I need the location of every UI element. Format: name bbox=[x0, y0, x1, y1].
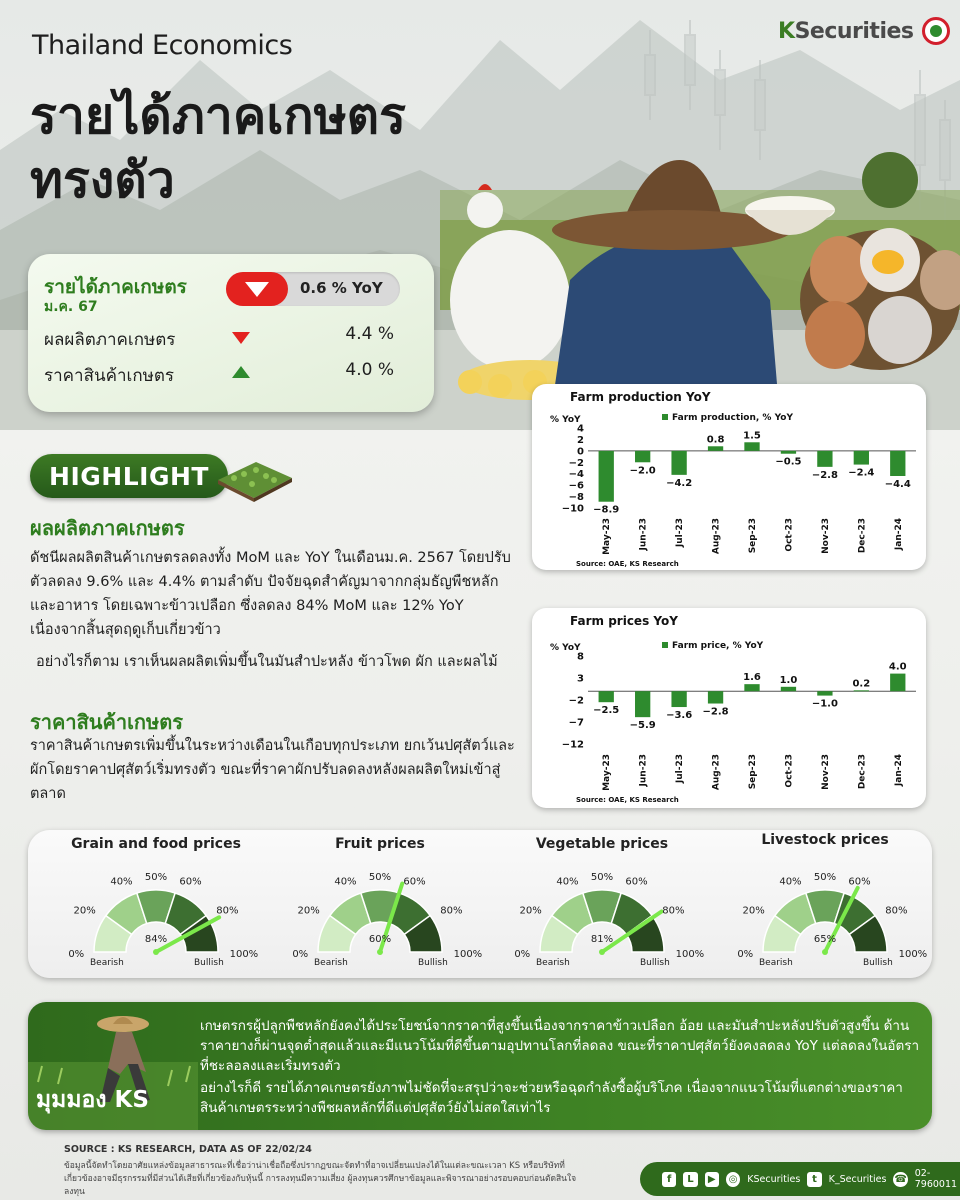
farm-income-card bbox=[28, 254, 434, 412]
bullish-label: Bullish bbox=[418, 958, 448, 968]
gauge-needle-hub bbox=[153, 949, 159, 955]
data-label: −2.8 bbox=[811, 469, 838, 481]
data-label: 0.2 bbox=[852, 678, 871, 690]
gauge-needle-hub bbox=[599, 949, 605, 955]
source-note: SOURCE : KS RESEARCH, DATA AS OF 22/02/24 bbox=[64, 1144, 312, 1155]
production-paragraph-2: อย่างไรก็ตาม เราเห็นผลผลิตเพิ่มขึ้นในมันสำปะหลัง ข้าวโพด ผัก และผลไม้ bbox=[36, 654, 498, 670]
y-tick-label: −4 bbox=[568, 469, 584, 481]
gauge-title: Vegetable prices bbox=[535, 836, 669, 852]
chart-title: Farm prices YoY bbox=[570, 614, 678, 628]
data-label: −2.4 bbox=[848, 467, 875, 479]
data-label: 0.8 bbox=[706, 434, 725, 446]
x-tick-label: Nov-23 bbox=[820, 518, 831, 554]
farm-plot-icon bbox=[214, 456, 294, 502]
x-tick-label: May-23 bbox=[602, 754, 613, 791]
production-label: ผลผลิตภาคเกษตร bbox=[44, 330, 176, 350]
bar bbox=[854, 690, 869, 691]
gauge-tick-label: 20% bbox=[519, 905, 542, 917]
y-tick-label: −2 bbox=[568, 457, 584, 469]
y-tick-label: 2 bbox=[577, 434, 584, 446]
up-triangle-icon bbox=[232, 366, 250, 378]
ks-view-paragraph-2: อย่างไรก็ดี รายได้ภาคเกษตรยังภาพไม่ชัดที่จะสรุปว่าจะช่วยหรือฉุดกำลังซื้อผู้บริโภค เนื่องจากแนวโน้มที่แตกต่างของราคาสินค้าเกษตรระหว่างพืชผลหลักที่ดีแต่ปศุสัตว์ยังไม่สดใสเท่าไร bbox=[200, 1080, 903, 1116]
legend-label: Farm production, % YoY bbox=[672, 413, 793, 423]
data-label: −4.4 bbox=[884, 479, 911, 490]
twitter-icon[interactable]: t bbox=[807, 1172, 821, 1187]
price-label: ราคาสินค้าเกษตร bbox=[44, 366, 174, 386]
farmer-photo bbox=[440, 150, 960, 420]
bar bbox=[781, 451, 796, 454]
bar bbox=[744, 442, 759, 451]
bar bbox=[671, 691, 686, 707]
x-tick-label: Aug-23 bbox=[711, 754, 722, 791]
chart-source: Source: OAE, KS Research bbox=[576, 796, 679, 804]
facebook-icon[interactable]: f bbox=[662, 1172, 676, 1187]
down-triangle-icon bbox=[232, 332, 250, 344]
data-label: −1.0 bbox=[811, 698, 838, 710]
gauge-tick-label: 40% bbox=[110, 876, 133, 888]
gauge-needle-hub bbox=[377, 949, 383, 955]
data-label: −2.5 bbox=[593, 705, 620, 717]
phone-icon: ☎ bbox=[894, 1173, 907, 1185]
instagram-icon[interactable]: ◎ bbox=[726, 1172, 740, 1187]
bar bbox=[635, 451, 650, 462]
data-label: −3.6 bbox=[666, 710, 693, 722]
gauge-value: 81% bbox=[590, 934, 614, 945]
price-heading: ราคาสินค้าเกษตร bbox=[30, 710, 183, 734]
x-tick-label: Jan-24 bbox=[893, 518, 904, 551]
gauge-tick-label: 50% bbox=[590, 872, 614, 883]
bearish-label: Bearish bbox=[536, 958, 570, 968]
bearish-label: Bearish bbox=[759, 958, 793, 968]
gauge-tick-label: 0% bbox=[292, 949, 309, 961]
headline-value: 0.6 % YoY bbox=[300, 279, 383, 297]
down-arrow-icon bbox=[226, 272, 288, 306]
legend-swatch bbox=[662, 642, 668, 648]
y-tick-label: −6 bbox=[568, 480, 584, 492]
production-chart-svg bbox=[532, 384, 926, 570]
gauge-tick-label: 50% bbox=[813, 872, 837, 883]
bullish-label: Bullish bbox=[640, 958, 670, 968]
data-label: 1.6 bbox=[743, 672, 761, 684]
x-tick-label: Jul-23 bbox=[675, 754, 686, 784]
y-tick-label: 0 bbox=[577, 446, 584, 458]
gauge-tick-label: 80% bbox=[440, 905, 463, 917]
gauges-svg bbox=[28, 830, 932, 978]
x-tick-label: Oct-23 bbox=[784, 518, 795, 552]
ksecurities-logo bbox=[778, 14, 950, 48]
data-label: −5.9 bbox=[629, 720, 656, 732]
bar bbox=[708, 446, 723, 451]
gauge-title: Livestock prices bbox=[761, 832, 889, 848]
legend-label: Farm price, % YoY bbox=[672, 641, 764, 651]
bar bbox=[708, 691, 723, 703]
bearish-label: Bearish bbox=[90, 958, 124, 968]
ks-view-label: มุมมอง KS bbox=[36, 1087, 149, 1113]
x-tick-label: Dec-23 bbox=[857, 754, 868, 790]
y-tick-label: −2 bbox=[568, 695, 584, 707]
bar bbox=[817, 451, 832, 467]
bearish-label: Bearish bbox=[314, 958, 348, 968]
y-tick-label: −10 bbox=[561, 503, 584, 515]
production-heading: ผลผลิตภาคเกษตร bbox=[30, 516, 185, 540]
bar bbox=[635, 691, 650, 717]
gauge-tick-label: 100% bbox=[898, 949, 928, 961]
gauge-tick-label: 50% bbox=[144, 872, 168, 883]
gauge-tick-label: 20% bbox=[73, 905, 96, 917]
gauge-tick-label: 40% bbox=[779, 876, 802, 888]
farm-prices-chart bbox=[532, 608, 926, 808]
y-tick-label: 3 bbox=[577, 673, 584, 685]
y-tick-label: 4 bbox=[577, 423, 584, 435]
gauge-tick-label: 60% bbox=[848, 876, 871, 888]
gauge-title: Fruit prices bbox=[335, 836, 425, 852]
price-gauges-panel bbox=[28, 830, 932, 978]
y-axis-label: % YoY bbox=[550, 643, 581, 653]
gauge-needle-hub bbox=[822, 949, 828, 955]
highlight-badge: HIGHLIGHT bbox=[30, 454, 228, 498]
chart-source: Source: OAE, KS Research bbox=[576, 560, 679, 568]
bullish-label: Bullish bbox=[194, 958, 224, 968]
x-tick-label: Jan-24 bbox=[893, 754, 904, 787]
data-label: −2.0 bbox=[629, 465, 656, 477]
gauge-tick-label: 80% bbox=[216, 905, 239, 917]
data-label: 1.5 bbox=[743, 430, 761, 442]
x-tick-label: May-23 bbox=[602, 518, 613, 555]
production-paragraph: ดัชนีผลผลิตสินค้าเกษตรลดลงทั้ง MoM และ YoY ในเดือนม.ค. 2567 โดยปรับตัวลดลง 9.6% และ 4.4% ตามลำดับ ปัจจัยฉุดสำคัญมาจากกลุ่มธัญพืชหลักและอาหาร โดยเฉพาะข้าวเปลือก ซึ่งลดลง 84% MoM และ 12% YoY เนื่องจากสิ้นสุดฤดูเก็บเกี่ยวข้าว bbox=[30, 550, 511, 638]
gauge-tick-label: 20% bbox=[742, 905, 765, 917]
phone-number[interactable]: 02-7960011 bbox=[914, 1168, 958, 1190]
disclaimer: ข้อมูลนี้จัดทำโดยอาศัยแหล่งข้อมูลสาธารณะที่เชื่อว่าน่าเชื่อถือซึ่งปรากฏขณะจัดทำที่อาจเปลี่ยนแปลงได้ในแต่ละขณะเวลา KS หรือบริษัทที่เกี่ยวข้องอาจมีธุรกรรมที่มีส่วนได้เสียที่เกี่ยวข้องกับหุ้นนี้ การลงทุนมีความเสี่ยง ผู้ลงทุนควรศึกษาข้อมูลและพิจารณาอย่างรอบคอบก่อนตัดสินใจลงทุน bbox=[64, 1161, 577, 1197]
x-tick-label: Oct-23 bbox=[784, 754, 795, 788]
data-label: −8.9 bbox=[593, 504, 620, 516]
chart-title: Farm production YoY bbox=[570, 390, 711, 404]
x-tick-label: Nov-23 bbox=[820, 754, 831, 790]
bar bbox=[744, 684, 759, 691]
x-tick-label: Jul-23 bbox=[675, 518, 686, 548]
legend-swatch bbox=[662, 414, 668, 420]
x-tick-label: Sep-23 bbox=[748, 754, 758, 790]
y-tick-label: −8 bbox=[568, 492, 584, 504]
farm-income-date: ม.ค. 67 bbox=[44, 299, 98, 315]
gauge-title: Grain and food prices bbox=[71, 836, 241, 852]
prices-chart-svg bbox=[532, 608, 926, 808]
data-label: 1.0 bbox=[779, 674, 798, 686]
gauge-tick-label: 100% bbox=[453, 949, 483, 961]
data-label: 4.0 bbox=[888, 661, 907, 673]
social-footer bbox=[640, 1162, 960, 1196]
bar bbox=[817, 691, 832, 695]
price-value: 4.0 % bbox=[345, 360, 394, 380]
farm-income-label: รายได้ภาคเกษตร bbox=[44, 276, 187, 298]
report-series-label: Thailand Economics bbox=[32, 30, 293, 61]
gauge-tick-label: 40% bbox=[334, 876, 357, 888]
logo-text: KSecurities bbox=[778, 18, 914, 44]
ks-view-panel bbox=[28, 1002, 932, 1130]
y-tick-label: −12 bbox=[561, 739, 584, 751]
production-value: 4.4 % bbox=[345, 324, 394, 344]
gauge-value: 65% bbox=[813, 934, 837, 945]
farm-production-chart bbox=[532, 384, 926, 570]
line-icon[interactable]: L bbox=[683, 1172, 697, 1187]
x-tick-label: Dec-23 bbox=[857, 518, 868, 554]
social-handle-2[interactable]: K_Securities bbox=[828, 1173, 887, 1185]
x-tick-label: Jun-23 bbox=[638, 518, 649, 551]
bar bbox=[599, 691, 614, 702]
gauge-tick-label: 0% bbox=[68, 949, 85, 961]
social-handle-1[interactable]: KSecurities bbox=[747, 1173, 801, 1185]
logo-mark-icon bbox=[922, 17, 950, 45]
gauge-tick-label: 60% bbox=[179, 876, 202, 888]
gauge-tick-label: 100% bbox=[675, 949, 705, 961]
x-tick-label: Aug-23 bbox=[711, 518, 722, 555]
bar bbox=[781, 687, 796, 691]
gauge-tick-label: 0% bbox=[514, 949, 531, 961]
gauge-tick-label: 50% bbox=[368, 872, 392, 883]
bar bbox=[854, 451, 869, 465]
gauge-tick-label: 20% bbox=[297, 905, 320, 917]
y-tick-label: −7 bbox=[568, 717, 584, 729]
price-paragraph: ราคาสินค้าเกษตรเพิ่มขึ้นในระหว่างเดือนในเกือบทุกประเภท ยกเว้นปศุสัตว์และผักโดยราคาปศุสัตว์เริ่มทรงตัว ขณะที่ราคาผักปรับลดลงหลังผลผลิตใหม่เข้าสู่ตลาด bbox=[30, 738, 515, 802]
bar bbox=[890, 674, 905, 692]
x-tick-label: Jun-23 bbox=[638, 754, 649, 787]
y-axis-label: % YoY bbox=[550, 415, 581, 425]
bar bbox=[671, 451, 686, 475]
ks-view-paragraph-1: เกษตรกรผู้ปลูกพืชหลักยังคงได้ประโยชน์จากราคาที่สูงขึ้นเนื่องจากราคาข้าวเปลือก อ้อย และมันสำปะหลังปรับตัวสูงขึ้น ด้านราคายางก็ผ่านจุดต่ำสุดแล้วและมีแนวโน้มที่ดีขึ้นตามอุปทานโลกที่ลดลง ขณะที่ราคาปศุสัตว์ยังคงลดลง YoY แต่ลดลงในอัตราที่ชะลอลงและเริ่มทรงตัว bbox=[200, 1018, 920, 1074]
gauge-tick-label: 60% bbox=[625, 876, 648, 888]
gauge-tick-label: 0% bbox=[737, 949, 754, 961]
bullish-label: Bullish bbox=[863, 958, 893, 968]
y-tick-label: 8 bbox=[577, 651, 584, 663]
data-label: −2.8 bbox=[702, 706, 729, 718]
youtube-icon[interactable]: ▶ bbox=[705, 1172, 719, 1187]
gauge-tick-label: 80% bbox=[885, 905, 908, 917]
gauge-tick-label: 100% bbox=[229, 949, 259, 961]
gauge-tick-label: 60% bbox=[403, 876, 426, 888]
gauge-tick-label: 40% bbox=[556, 876, 579, 888]
data-label: −0.5 bbox=[775, 456, 802, 468]
bar bbox=[890, 451, 905, 476]
bar bbox=[599, 451, 614, 502]
data-label: −4.2 bbox=[666, 477, 693, 489]
gauge-value: 84% bbox=[144, 934, 168, 945]
gauge-tick-label: 80% bbox=[662, 905, 685, 917]
x-tick-label: Sep-23 bbox=[748, 518, 758, 554]
gauge-value: 60% bbox=[368, 934, 392, 945]
page-title: รายได้ภาคเกษตรทรงตัว bbox=[30, 87, 406, 209]
